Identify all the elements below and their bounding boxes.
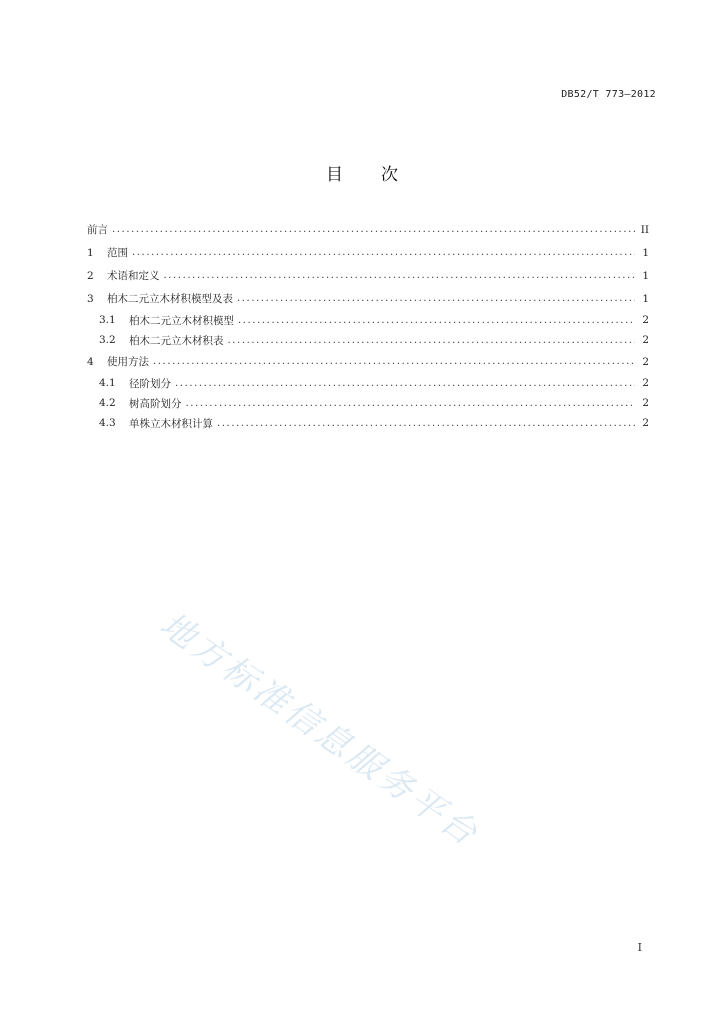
toc-title-char-1: 目 <box>326 165 343 185</box>
toc-entry-page: 2 <box>642 334 649 346</box>
page-number: I <box>637 941 642 954</box>
toc-entry-number: 3.1 <box>99 314 116 326</box>
toc-leader-dots <box>153 356 635 367</box>
watermark: 地方标准信息服务平台 <box>152 604 487 856</box>
toc-title <box>0 160 724 185</box>
toc-entry-label: 树高阶划分 <box>129 397 182 410</box>
toc-entry-page: 1 <box>642 292 649 305</box>
toc-entry-number: 3 <box>87 292 94 305</box>
toc-entry-label: 前言 <box>87 224 108 236</box>
toc-entry-page: 1 <box>642 246 649 259</box>
toc-entry-page: 1 <box>642 269 649 282</box>
toc-entry-label: 范围 <box>107 247 128 259</box>
toc-leader-dots <box>186 398 636 409</box>
toc-entry-label: 单株立木材积计算 <box>129 417 213 430</box>
toc-entry-number: 4.3 <box>99 417 116 429</box>
toc-list <box>87 218 649 433</box>
toc-leader-dots <box>175 378 635 389</box>
toc-entry-page: 2 <box>642 417 649 429</box>
toc-leader-dots <box>238 315 635 326</box>
toc-leader-dots <box>132 247 635 258</box>
toc-entry-page: II <box>640 223 649 236</box>
toc-entry-number: 2 <box>87 269 94 282</box>
toc-leader-dots <box>164 270 636 281</box>
toc-entry-page: 2 <box>642 377 649 389</box>
toc-entry-number: 4 <box>87 355 94 368</box>
toc-entry-3-2[interactable] <box>87 330 649 350</box>
toc-entry-label: 柏木二元立木材积表 <box>129 334 224 347</box>
toc-entry-number: 4.2 <box>99 397 116 409</box>
toc-entry-label: 术语和定义 <box>107 270 160 282</box>
toc-entry-4[interactable] <box>87 350 649 373</box>
toc-entry-3[interactable] <box>87 287 649 310</box>
toc-entry-2[interactable] <box>87 264 649 287</box>
toc-entry-page: 2 <box>642 397 649 409</box>
toc-leader-dots <box>217 418 635 429</box>
toc-entry-4-1[interactable] <box>87 373 649 393</box>
toc-entry-page: 2 <box>642 314 649 326</box>
toc-entry-3-1[interactable] <box>87 310 649 330</box>
toc-leader-dots <box>237 293 635 304</box>
toc-entry-number: 3.2 <box>99 334 116 346</box>
toc-entry-label: 使用方法 <box>107 356 149 368</box>
toc-entry-label: 径阶划分 <box>129 377 171 390</box>
toc-entry-4-3[interactable] <box>87 413 649 433</box>
toc-entry-label: 柏木二元立木材积模型 <box>129 314 234 327</box>
toc-entry-number: 1 <box>87 246 94 259</box>
toc-entry-number: 4.1 <box>99 377 116 389</box>
toc-entry-page: 2 <box>642 355 649 368</box>
standard-code: DB52/T 773—2012 <box>561 89 656 100</box>
toc-title-char-2: 次 <box>381 165 398 185</box>
toc-entry-1[interactable] <box>87 241 649 264</box>
toc-entry-4-2[interactable] <box>87 393 649 413</box>
toc-entry-label: 柏木二元立木材积模型及表 <box>107 293 233 305</box>
toc-entry-foreword[interactable] <box>87 218 649 241</box>
toc-leader-dots <box>112 224 635 235</box>
toc-leader-dots <box>228 335 636 346</box>
